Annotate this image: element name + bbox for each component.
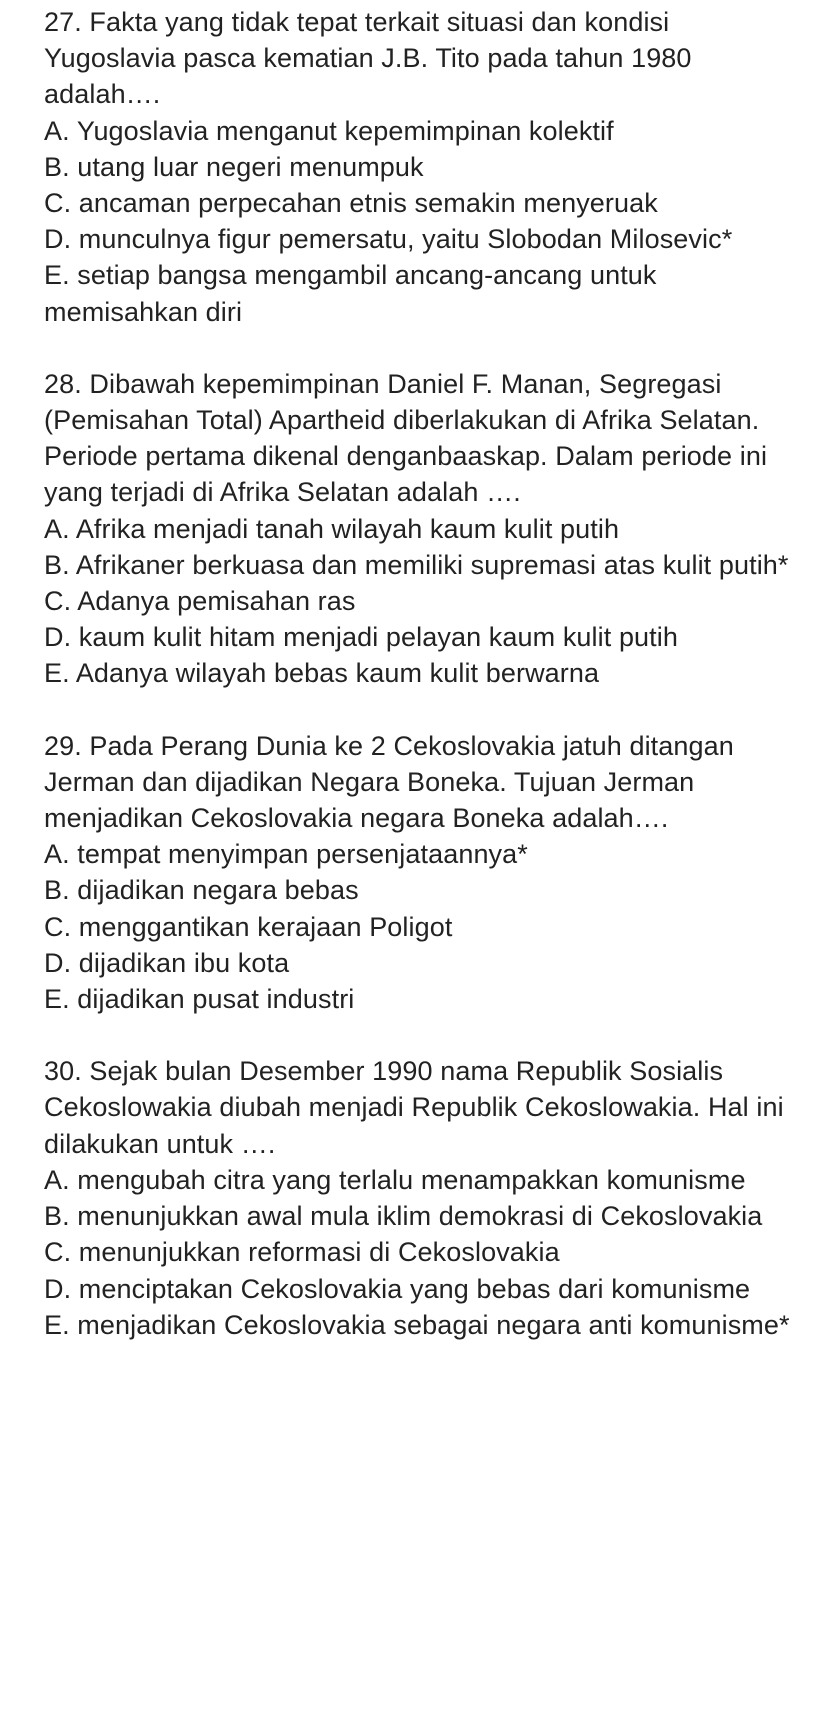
option-a: A. tempat menyimpan persenjataannya* xyxy=(44,839,528,870)
option-e: E. setiap bangsa mengambil ancang-ancang untuk memisahkan diri xyxy=(44,260,657,327)
question-30 xyxy=(44,1053,800,1343)
option-a: A. mengubah citra yang terlalu menampakkan komunisme xyxy=(44,1164,746,1195)
option-b: B. menunjukkan awal mula iklim demokrasi di Cekoslovakia xyxy=(44,1201,763,1232)
option-e: E. dijadikan pusat industri xyxy=(44,984,355,1015)
option-a: A. Afrika menjadi tanah wilayah kaum kulit putih xyxy=(44,513,620,544)
option-list xyxy=(44,511,800,692)
question-stem: 29. Pada Perang Dunia ke 2 Cekoslovakia jatuh ditangan Jerman dan dijadikan Negara Boneka. Tujuan Jerman menjadikan Cekoslovakia negara Boneka adalah…. xyxy=(44,730,734,834)
option-b: B. utang luar negeri menumpuk xyxy=(44,151,424,182)
option-e: E. menjadikan Cekoslovakia sebagai negara anti komunisme* xyxy=(44,1309,790,1340)
option-e: E. Adanya wilayah bebas kaum kulit berwarna xyxy=(44,658,600,689)
option-d: D. kaum kulit hitam menjadi pelayan kaum kulit putih xyxy=(44,622,678,653)
question-28 xyxy=(44,366,800,692)
option-d: D. dijadikan ibu kota xyxy=(44,947,290,978)
option-c: C. menggantikan kerajaan Poligot xyxy=(44,911,453,942)
question-stem: 27. Fakta yang tidak tepat terkait situasi dan kondisi Yugoslavia pasca kematian J.B. Tito pada tahun 1980 adalah…. xyxy=(44,7,692,110)
question-stem: 28. Dibawah kepemimpinan Daniel F. Manan, Segregasi (Pemisahan Total) Apartheid diberlakukan di Afrika Selatan. Periode pertama dikenal denganbaaskap. Dalam periode ini yang terjadi di Afrika Selatan adalah …. xyxy=(44,368,768,508)
option-list xyxy=(44,836,800,1017)
option-d: D. munculnya figur pemersatu, yaitu Slobodan Milosevic* xyxy=(44,224,733,255)
question-29 xyxy=(44,728,800,1018)
option-d: D. menciptakan Cekoslovakia yang bebas dari komunisme xyxy=(44,1273,751,1304)
question-27 xyxy=(44,4,800,330)
option-c: C. menunjukkan reformasi di Cekoslovakia xyxy=(44,1237,560,1268)
option-list xyxy=(44,1162,800,1343)
question-stem: 30. Sejak bulan Desember 1990 nama Republik Sosialis Cekoslowakia diubah menjadi Republik Cekoslowakia. Hal ini dilakukan untuk …. xyxy=(44,1056,784,1159)
option-b: B. dijadikan negara bebas xyxy=(44,875,359,906)
option-c: C. ancaman perpecahan etnis semakin menyeruak xyxy=(44,188,658,219)
option-list xyxy=(44,113,800,330)
option-b: B. Afrikaner berkuasa dan memiliki supremasi atas kulit putih* xyxy=(44,549,789,580)
option-c: C. Adanya pemisahan ras xyxy=(44,586,356,617)
option-a: A. Yugoslavia menganut kepemimpinan kolektif xyxy=(44,115,614,146)
